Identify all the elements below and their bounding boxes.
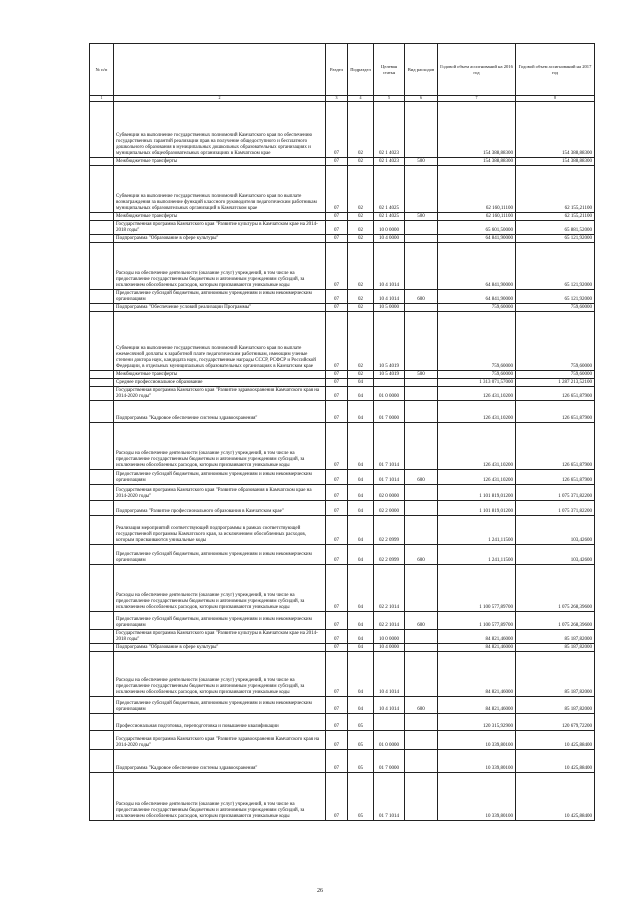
- table-cell-y2017: 126 651,87900: [516, 423, 595, 470]
- table-row: [90, 630, 595, 644]
- table-cell-name: Подпрограмма "Кадровое обеспечение системы здравоохранения": [114, 401, 326, 423]
- table-cell-y2017: 126 651,87900: [516, 401, 595, 423]
- table-cell-vid: [405, 304, 438, 312]
- table-cell-vid: [405, 731, 438, 750]
- table-row: [90, 243, 595, 290]
- table-row: [90, 401, 595, 423]
- table-cell-target: 01 7 1014: [374, 470, 405, 485]
- table-row: [90, 102, 595, 158]
- table-cell-razdel: 07: [326, 379, 348, 387]
- table-cell-num: [90, 630, 114, 644]
- table-cell-razdel: 07: [326, 158, 348, 166]
- table-row: [90, 387, 595, 401]
- table-cell-podrazdel: 04: [348, 401, 374, 423]
- table-cell-y2016: 1 100 577,89700: [438, 565, 516, 612]
- table-cell-y2016: 1 313 071,57000: [438, 379, 516, 387]
- table-cell-num: [90, 312, 114, 371]
- table-cell-vid: [405, 714, 438, 731]
- column-number: 2: [114, 96, 326, 102]
- table-cell-podrazdel: 05: [348, 750, 374, 773]
- table-cell-y2017: 1 075 371,82200: [516, 501, 595, 516]
- table-cell-podrazdel: 02: [348, 102, 374, 158]
- table-row: [90, 213, 595, 221]
- table-cell-razdel: 07: [326, 387, 348, 401]
- table-cell-y2016: 759,60000: [438, 312, 516, 371]
- table-cell-y2016: 64 841,90000: [438, 290, 516, 304]
- table-cell-podrazdel: 04: [348, 630, 374, 644]
- table-cell-podrazdel: 04: [348, 545, 374, 565]
- table-cell-podrazdel: 02: [348, 166, 374, 213]
- table-cell-num: [90, 401, 114, 423]
- table-cell-target: 01 0 0000: [374, 387, 405, 401]
- table-cell-y2016: 10 339,80100: [438, 731, 516, 750]
- budget-table: [89, 43, 595, 821]
- table-cell-vid: 600: [405, 612, 438, 630]
- table-row: [90, 235, 595, 243]
- table-cell-razdel: 07: [326, 750, 348, 773]
- table-cell-target: 10 4 1014: [374, 243, 405, 290]
- table-cell-podrazdel: 04: [348, 565, 374, 612]
- table-cell-y2017: 1 075 371,82200: [516, 485, 595, 501]
- table-cell-target: 02 1 4023: [374, 102, 405, 158]
- table-cell-vid: [405, 243, 438, 290]
- table-cell-podrazdel: 04: [348, 485, 374, 501]
- table-cell-num: [90, 102, 114, 158]
- table-cell-name: Предоставление субсидий бюджетным, автономным учреждениям и иным некоммерческим организациям: [114, 290, 326, 304]
- table-cell-target: 10 0 0000: [374, 630, 405, 644]
- table-row: [90, 470, 595, 485]
- table-cell-name: Расходы на обеспечение деятельности (оказание услуг) учреждений, в том числе на предоставление государственным бюджетным и автономным учреждениям субсидий, за исключением обособленных расходов, которым присваиваются уникальные коды: [114, 652, 326, 697]
- table-cell-y2017: 759,60000: [516, 371, 595, 379]
- table-cell-podrazdel: 04: [348, 612, 374, 630]
- table-cell-target: 10 0 0000: [374, 221, 405, 235]
- table-cell-podrazdel: 02: [348, 371, 374, 379]
- table-cell-name: Субвенции на выполнение государственных полномочий Камчатского края по обеспечению государственных гарантий реализации прав на получение общедоступного и бесплатного дошкольного образования в муниципальных дошкольных образовательных организациях и муниципальных общеобразовательных организациях в Камчатском крае: [114, 102, 326, 158]
- table-cell-num: [90, 501, 114, 516]
- table-cell-y2017: 1 075 268,39600: [516, 565, 595, 612]
- table-cell-y2016: 126 431,10200: [438, 401, 516, 423]
- table-cell-razdel: 07: [326, 773, 348, 821]
- table-cell-y2017: 10 425,88400: [516, 773, 595, 821]
- table-cell-y2016: 126 431,10200: [438, 423, 516, 470]
- table-cell-vid: 600: [405, 545, 438, 565]
- table-cell-name: Межбюджетные трансферты: [114, 371, 326, 379]
- table-cell-podrazdel: 02: [348, 290, 374, 304]
- table-cell-target: 10 5 4019: [374, 312, 405, 371]
- table-cell-name: Расходы на обеспечение деятельности (оказание услуг) учреждений, в том числе на предоставление государственным бюджетным и автономным учреждениям субсидий, за исключением обособленных расходов, которым присваиваются уникальные коды: [114, 243, 326, 290]
- table-cell-target: 01 7 0000: [374, 401, 405, 423]
- table-cell-num: [90, 304, 114, 312]
- table-cell-podrazdel: 04: [348, 501, 374, 516]
- table-cell-podrazdel: 04: [348, 387, 374, 401]
- column-number: 5: [374, 96, 405, 102]
- table-cell-razdel: 07: [326, 213, 348, 221]
- table-row: [90, 612, 595, 630]
- table-cell-num: [90, 644, 114, 652]
- column-number: 4: [348, 96, 374, 102]
- table-cell-target: 02 2 0999: [374, 545, 405, 565]
- table-cell-y2017: 65 121,92000: [516, 243, 595, 290]
- header-num: № п/п: [90, 44, 114, 96]
- table-cell-razdel: 07: [326, 501, 348, 516]
- table-cell-y2017: 65 881,52000: [516, 221, 595, 235]
- table-cell-razdel: 07: [326, 516, 348, 545]
- table-row: [90, 750, 595, 773]
- table-cell-y2016: 62 160,11100: [438, 213, 516, 221]
- table-cell-razdel: 07: [326, 630, 348, 644]
- table-cell-vid: 500: [405, 213, 438, 221]
- table-cell-y2017: 126 651,87900: [516, 387, 595, 401]
- table-cell-target: 01 7 1014: [374, 773, 405, 821]
- table-cell-razdel: 07: [326, 644, 348, 652]
- table-cell-target: 10 5 4019: [374, 371, 405, 379]
- table-cell-target: 10 4 1014: [374, 652, 405, 697]
- table-cell-y2016: 154 388,88300: [438, 102, 516, 158]
- page-number: 26: [317, 888, 323, 894]
- table-cell-target: 10 4 0000: [374, 235, 405, 243]
- table-cell-vid: [405, 312, 438, 371]
- table-row: [90, 697, 595, 714]
- table-cell-podrazdel: 04: [348, 470, 374, 485]
- table-cell-razdel: 07: [326, 304, 348, 312]
- table-cell-name: Межбюджетные трансферты: [114, 158, 326, 166]
- table-cell-target: 02 2 0000: [374, 501, 405, 516]
- table-cell-vid: 500: [405, 158, 438, 166]
- table-cell-y2016: 65 601,50000: [438, 221, 516, 235]
- table-cell-name: Расходы на обеспечение деятельности (оказание услуг) учреждений, в том числе на предоставление государственным бюджетным и автономным учреждениям субсидий, за исключением обособленных расходов, которым присваиваются уникальные коды: [114, 565, 326, 612]
- table-cell-num: [90, 221, 114, 235]
- table-cell-podrazdel: 02: [348, 312, 374, 371]
- table-cell-y2016: 64 841,90000: [438, 235, 516, 243]
- table-cell-target: 02 2 1014: [374, 565, 405, 612]
- table-cell-podrazdel: 02: [348, 158, 374, 166]
- table-cell-razdel: 07: [326, 423, 348, 470]
- table-cell-razdel: 07: [326, 290, 348, 304]
- table-cell-name: Профессиональная подготовка, переподготовка и повышение квалификации: [114, 714, 326, 731]
- table-cell-num: [90, 750, 114, 773]
- column-number: 1: [90, 96, 114, 102]
- table-cell-num: [90, 387, 114, 401]
- table-cell-num: [90, 290, 114, 304]
- table-cell-razdel: 07: [326, 545, 348, 565]
- table-cell-y2017: 62 155,21100: [516, 213, 595, 221]
- header-y2016: Годовой объем ассигнований на 2016 год: [438, 44, 516, 96]
- table-cell-y2017: 85 187,82000: [516, 652, 595, 697]
- table-cell-y2017: 759,60000: [516, 312, 595, 371]
- table-cell-razdel: 07: [326, 102, 348, 158]
- table-cell-num: [90, 213, 114, 221]
- header-razdel: Раздел: [326, 44, 348, 96]
- header-y2017: Годовой объем ассигнований на 2017 год: [516, 44, 595, 96]
- table-cell-target: 02 1 4025: [374, 166, 405, 213]
- table-cell-vid: 600: [405, 697, 438, 714]
- table-cell-razdel: 07: [326, 485, 348, 501]
- table-cell-podrazdel: 02: [348, 304, 374, 312]
- table-cell-podrazdel: 02: [348, 221, 374, 235]
- table-cell-target: 02 1 4023: [374, 158, 405, 166]
- table-cell-y2017: 120 679,72200: [516, 714, 595, 731]
- header-row: [90, 44, 595, 96]
- table-cell-razdel: 07: [326, 243, 348, 290]
- table-cell-y2016: 1 241,11500: [438, 516, 516, 545]
- table-cell-razdel: 07: [326, 221, 348, 235]
- table-cell-y2016: 1 101 819,01200: [438, 501, 516, 516]
- table-cell-vid: [405, 773, 438, 821]
- table-cell-podrazdel: 04: [348, 652, 374, 697]
- table-cell-num: [90, 545, 114, 565]
- table-cell-name: Расходы на обеспечение деятельности (оказание услуг) учреждений, в том числе на предоставление государственным бюджетным и автономным учреждениям субсидий, за исключением обособленных расходов, которым присваиваются уникальные коды: [114, 773, 326, 821]
- table-cell-num: [90, 166, 114, 213]
- table-cell-name: Предоставление субсидий бюджетным, автономным учреждениям и иным некоммерческим организациям: [114, 612, 326, 630]
- table-cell-podrazdel: 04: [348, 423, 374, 470]
- table-cell-vid: [405, 565, 438, 612]
- table-cell-y2017: 85 187,82000: [516, 644, 595, 652]
- table-cell-y2017: 85 187,82000: [516, 697, 595, 714]
- table-cell-y2016: 1 241,11500: [438, 545, 516, 565]
- table-cell-podrazdel: 02: [348, 235, 374, 243]
- table-cell-num: [90, 652, 114, 697]
- table-cell-name: Субвенции на выполнение государственных полномочий Камчатского края по выплате вознаграждения за выполнение функций классного руководителя педагогическим работникам муниципальных образовательных организаций в Камчатском крае: [114, 166, 326, 213]
- table-cell-num: [90, 565, 114, 612]
- table-cell-vid: [405, 235, 438, 243]
- table-cell-target: 10 4 1014: [374, 290, 405, 304]
- table-cell-num: [90, 158, 114, 166]
- table-cell-vid: 600: [405, 290, 438, 304]
- header-vid: Вид расходов: [405, 44, 438, 96]
- table-cell-name: Предоставление субсидий бюджетным, автономным учреждениям и иным некоммерческим организациям: [114, 470, 326, 485]
- table-cell-razdel: 07: [326, 565, 348, 612]
- table-row: [90, 304, 595, 312]
- table-cell-vid: [405, 750, 438, 773]
- table-cell-name: Подпрограмма "Кадровое обеспечение системы здравоохранения": [114, 750, 326, 773]
- table-cell-y2017: 103,42600: [516, 545, 595, 565]
- table-cell-num: [90, 371, 114, 379]
- table-cell-podrazdel: 05: [348, 731, 374, 750]
- table-row: [90, 371, 595, 379]
- table-cell-vid: [405, 630, 438, 644]
- table-cell-y2016: 1 101 819,01200: [438, 485, 516, 501]
- table-row: [90, 545, 595, 565]
- table-cell-vid: 600: [405, 470, 438, 485]
- table-cell-name: Государственная программа Камчатского края "Развитие образования в Камчатском крае на 2014-2020 годы": [114, 485, 326, 501]
- table-cell-razdel: 07: [326, 612, 348, 630]
- table-row: [90, 379, 595, 387]
- table-cell-y2016: 84 821,46000: [438, 630, 516, 644]
- table-row: [90, 644, 595, 652]
- table-cell-y2017: 85 187,82000: [516, 630, 595, 644]
- table-cell-vid: [405, 485, 438, 501]
- table-cell-target: 01 0 0000: [374, 731, 405, 750]
- table-cell-vid: [405, 387, 438, 401]
- table-cell-y2017: 65 121,92000: [516, 290, 595, 304]
- table-cell-y2017: 759,60000: [516, 304, 595, 312]
- table-cell-vid: [405, 221, 438, 235]
- table-cell-vid: [405, 379, 438, 387]
- table-cell-target: 01 7 1014: [374, 423, 405, 470]
- table-cell-y2017: 126 651,87900: [516, 470, 595, 485]
- table-cell-vid: [405, 401, 438, 423]
- table-cell-podrazdel: 05: [348, 773, 374, 821]
- table-cell-num: [90, 731, 114, 750]
- table-cell-vid: [405, 501, 438, 516]
- column-number: 7: [438, 96, 516, 102]
- table-cell-razdel: 07: [326, 235, 348, 243]
- table-cell-y2017: 10 425,88400: [516, 731, 595, 750]
- table-cell-name: Предоставление субсидий бюджетным, автономным учреждениям и иным некоммерческим организациям: [114, 545, 326, 565]
- table-cell-name: Расходы на обеспечение деятельности (оказание услуг) учреждений, в том числе на предоставление государственным бюджетным и автономным учреждениям субсидий, за исключением обособленных расходов, которым присваиваются уникальные коды: [114, 423, 326, 470]
- table-cell-num: [90, 714, 114, 731]
- table-cell-name: Предоставление субсидий бюджетным, автономным учреждениям и иным некоммерческим организациям: [114, 697, 326, 714]
- table-cell-name: Межбюджетные трансферты: [114, 213, 326, 221]
- table-cell-y2016: 84 821,46000: [438, 652, 516, 697]
- table-cell-num: [90, 379, 114, 387]
- table-cell-num: [90, 612, 114, 630]
- table-cell-razdel: 07: [326, 166, 348, 213]
- table-row: [90, 714, 595, 731]
- table-cell-name: Подпрограмма "Образование в сфере культуры": [114, 644, 326, 652]
- table-cell-razdel: 07: [326, 714, 348, 731]
- table-row: [90, 565, 595, 612]
- table-cell-vid: [405, 102, 438, 158]
- table-cell-y2017: 1 075 268,39600: [516, 612, 595, 630]
- table-cell-target: [374, 714, 405, 731]
- table-cell-y2016: 64 841,90000: [438, 243, 516, 290]
- table-cell-name: Подпрограмма "Обеспечение условий реализации Программы": [114, 304, 326, 312]
- table-cell-y2016: 10 339,80100: [438, 750, 516, 773]
- header-name: [114, 44, 326, 96]
- table-cell-y2017: 62 155,21100: [516, 166, 595, 213]
- table-cell-vid: [405, 166, 438, 213]
- table-cell-name: Государственная программа Камчатского края "Развитие здравоохранения Камчатского края на 2014-2020 годы": [114, 731, 326, 750]
- table-cell-y2017: 1 287 213,52100: [516, 379, 595, 387]
- table-cell-y2016: 126 431,10200: [438, 387, 516, 401]
- table-row: [90, 485, 595, 501]
- table-cell-target: [374, 379, 405, 387]
- table-cell-razdel: 07: [326, 731, 348, 750]
- table-cell-vid: [405, 652, 438, 697]
- table-cell-y2016: 84 821,46000: [438, 697, 516, 714]
- table-cell-target: 02 1 4025: [374, 213, 405, 221]
- table-cell-razdel: 07: [326, 470, 348, 485]
- table-cell-name: Государственная программа Камчатского края "Развитие культуры в Камчатском крае на 2014-2018 годы": [114, 630, 326, 644]
- table-cell-podrazdel: 02: [348, 213, 374, 221]
- table-cell-y2017: 10 425,88400: [516, 750, 595, 773]
- table-row: [90, 516, 595, 545]
- column-number: 8: [516, 96, 595, 102]
- table-cell-num: [90, 773, 114, 821]
- table-cell-razdel: 07: [326, 401, 348, 423]
- table-cell-y2016: 120 315,92900: [438, 714, 516, 731]
- table-cell-target: 01 7 0000: [374, 750, 405, 773]
- table-cell-num: [90, 243, 114, 290]
- table-cell-target: 02 0 0000: [374, 485, 405, 501]
- table-cell-podrazdel: 04: [348, 379, 374, 387]
- header-target: Целевая статья: [374, 44, 405, 96]
- table-cell-y2017: 103,42600: [516, 516, 595, 545]
- table-cell-name: Государственная программа Камчатского края "Развитие культуры в Камчатском крае на 2014-2018 годы": [114, 221, 326, 235]
- table-cell-name: Реализация мероприятий соответствующей подпрограммы в рамках соответствующей государственной программы Камчатского края, за исключением обособленных расходов, которым присваиваются уникальные коды: [114, 516, 326, 545]
- table-cell-target: 10 4 0000: [374, 644, 405, 652]
- table-row: [90, 731, 595, 750]
- table-cell-y2016: 759,60000: [438, 371, 516, 379]
- table-cell-num: [90, 470, 114, 485]
- table-cell-podrazdel: 05: [348, 714, 374, 731]
- table-cell-podrazdel: 04: [348, 697, 374, 714]
- table-cell-y2016: 1 100 577,89700: [438, 612, 516, 630]
- table-cell-target: 10 5 0000: [374, 304, 405, 312]
- table-cell-podrazdel: 04: [348, 516, 374, 545]
- table-cell-name: Государственная программа Камчатского края "Развитие здравоохранения Камчатского края на 2014-2020 годы": [114, 387, 326, 401]
- table-cell-podrazdel: 02: [348, 243, 374, 290]
- table-row: [90, 158, 595, 166]
- table-cell-razdel: 07: [326, 312, 348, 371]
- table-row: [90, 773, 595, 821]
- table-cell-razdel: 07: [326, 697, 348, 714]
- table-cell-num: [90, 235, 114, 243]
- table-row: [90, 312, 595, 371]
- table-cell-vid: [405, 423, 438, 470]
- column-number: 6: [405, 96, 438, 102]
- header-podrazdel: Подраздел: [348, 44, 374, 96]
- table-cell-vid: [405, 644, 438, 652]
- table-cell-y2016: 126 431,10200: [438, 470, 516, 485]
- table-cell-target: 10 4 1014: [374, 697, 405, 714]
- table-cell-y2016: 10 339,80100: [438, 773, 516, 821]
- table-cell-num: [90, 697, 114, 714]
- table-cell-y2016: 154 388,88300: [438, 158, 516, 166]
- table-cell-vid: [405, 516, 438, 545]
- table-cell-y2016: 759,60000: [438, 304, 516, 312]
- table-cell-y2017: 154 388,88300: [516, 102, 595, 158]
- table-cell-num: [90, 516, 114, 545]
- table-cell-name: Подпрограмма "Образование в сфере культуры": [114, 235, 326, 243]
- table-cell-num: [90, 423, 114, 470]
- table-row: [90, 166, 595, 213]
- table-cell-y2017: 154 388,88300: [516, 158, 595, 166]
- table-cell-y2017: 65 121,92000: [516, 235, 595, 243]
- table-row: [90, 652, 595, 697]
- column-number: 3: [326, 96, 348, 102]
- table-cell-name: Среднее профессиональное образование: [114, 379, 326, 387]
- table-row: [90, 501, 595, 516]
- table-cell-podrazdel: 04: [348, 644, 374, 652]
- table-row: [90, 290, 595, 304]
- table-cell-y2016: 84 821,46000: [438, 644, 516, 652]
- table-cell-name: Подпрограмма "Развитие профессионального образования в Камчатском крае": [114, 501, 326, 516]
- table-row: [90, 423, 595, 470]
- table-cell-target: 02 2 0999: [374, 516, 405, 545]
- table-cell-y2016: 62 160,11100: [438, 166, 516, 213]
- table-cell-razdel: 07: [326, 371, 348, 379]
- table-row: [90, 221, 595, 235]
- table-cell-name: Субвенции на выполнение государственных полномочий Камчатского края по выплате ежемесячной доплаты к заработной плате педагогическим работникам, имеющим ученые степени доктора наук, кандидата наук, государственные награды СССР, РСФСР и Российской Федерации, в отдельных муниципальных образовательных организациях в Камчатском крае: [114, 312, 326, 371]
- table-cell-num: [90, 485, 114, 501]
- table-cell-vid: 500: [405, 371, 438, 379]
- table-cell-target: 02 2 1014: [374, 612, 405, 630]
- table-cell-razdel: 07: [326, 652, 348, 697]
